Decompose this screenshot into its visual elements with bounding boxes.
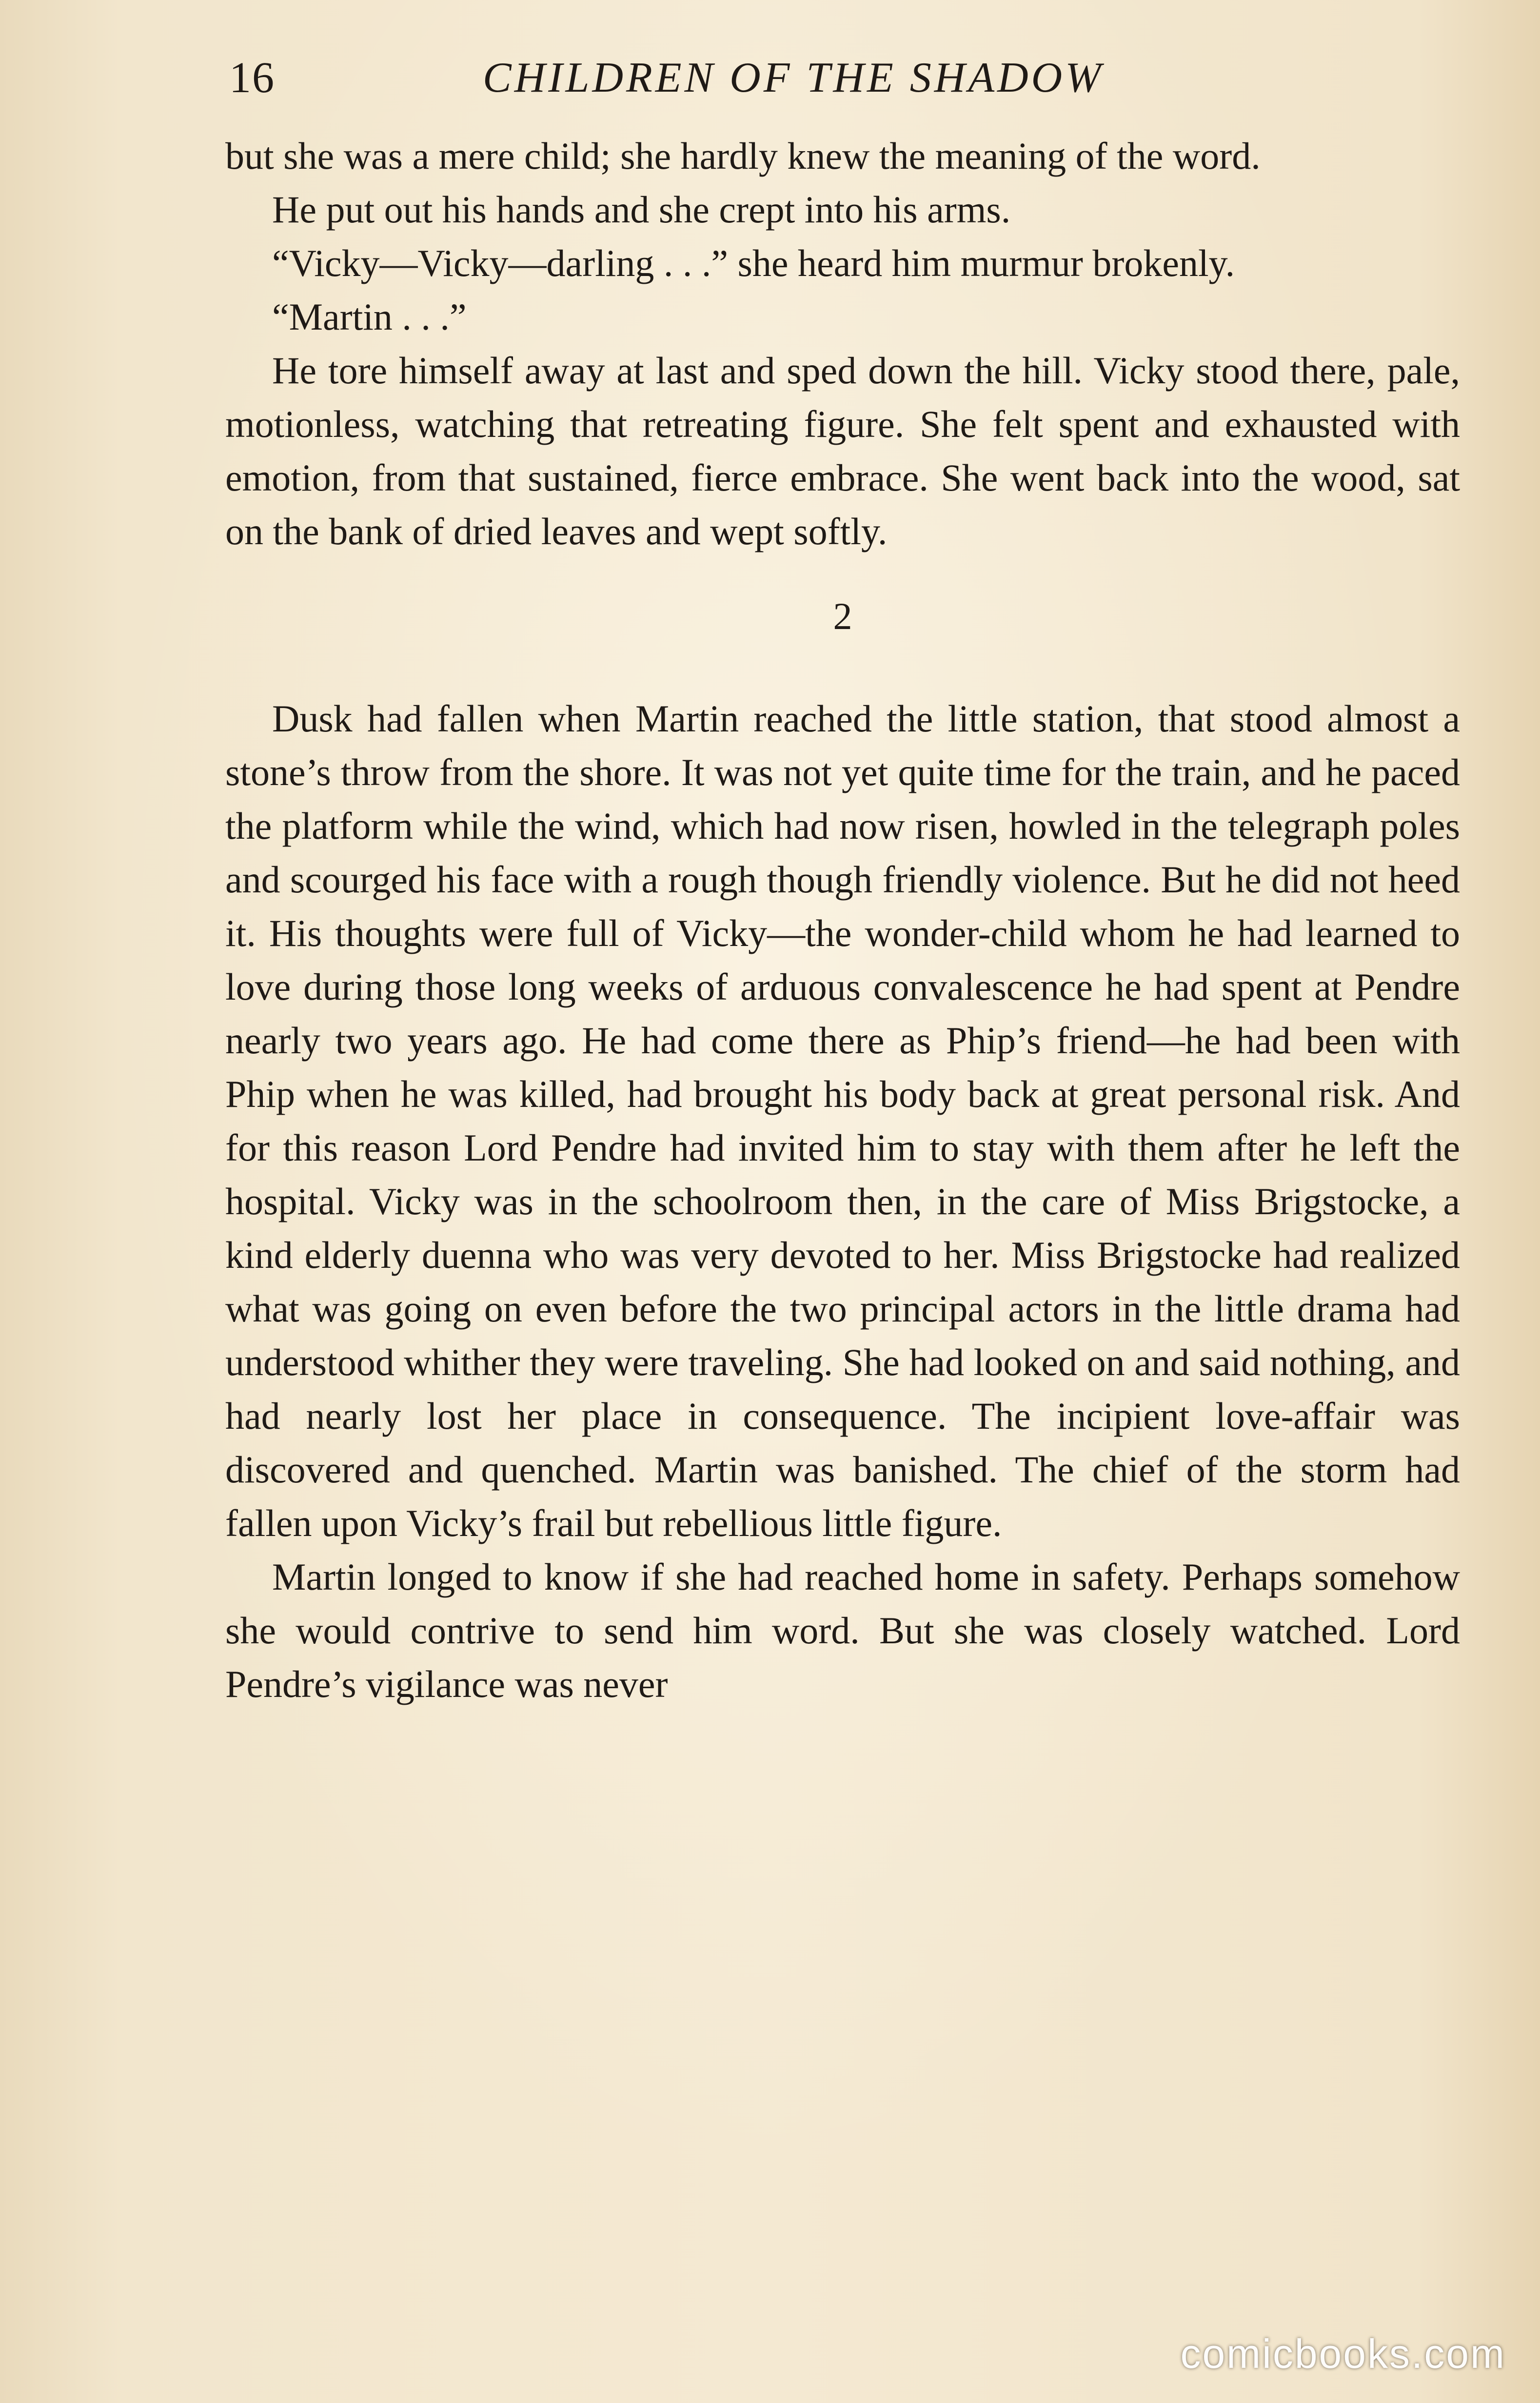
watermark: comicbooks.com xyxy=(1180,2331,1506,2377)
page-header xyxy=(229,46,1467,110)
page-number: 16 xyxy=(229,54,275,102)
paragraph: Dusk had fallen when Martin reached the little station, that stood almost a stone’s throw from the shore. It was not yet quite time for the train, and he paced the platform while the wind, which had now risen, howled in the telegraph poles and scourged his face with a rough though friendly violence. But he did not heed it. His thoughts were full of Vicky—the wonder-child whom he had learned to love during those long weeks of arduous convalescence he had spent at Pendre nearly two years ago. He had come there as Phip’s friend—he had been with Phip when he was killed, had brought his body back at great personal risk. And for this reason Lord Pendre had invited him to stay with them after he left the hospital. Vicky was in the schoolroom then, in the care of Miss Brigstocke, a kind elderly duenna who was very devoted to her. Miss Brigstocke had realized what was going on even before the two principal actors in the little drama had understood whither they were traveling. She had looked on and said nothing, and had nearly lost her place in consequence. The incipient love-affair was discovered and quenched. Martin was banished. The chief of the storm had fallen upon Vicky’s frail but rebellious little figure. xyxy=(225,697,1460,1544)
paragraph: but she was a mere child; she hardly knew the meaning of the word. xyxy=(225,135,1261,177)
running-title: CHILDREN OF THE SHADOW xyxy=(483,54,1104,101)
paragraph: “Vicky—Vicky—darling . . .” she heard him murmur brokenly. xyxy=(272,242,1235,284)
body-text xyxy=(225,129,1460,1711)
paragraph: He tore himself away at last and sped down the hill. Vicky stood there, pale, motionless, watching that retreating figure. She felt spent and exhausted with emotion, from that sustained, fierce embrace. She went back into the wood, sat on the bank of dried leaves and wept softly. xyxy=(225,349,1460,552)
paragraph: He put out his hands and she crept into his arms. xyxy=(272,188,1011,231)
section-number: 2 xyxy=(833,595,852,637)
paragraph: Martin longed to know if she had reached home in safety. Perhaps somehow she would contrive to send him word. But she was closely watched. Lord Pendre’s vigilance was never xyxy=(225,1556,1460,1705)
paragraph: “Martin . . .” xyxy=(272,295,467,338)
